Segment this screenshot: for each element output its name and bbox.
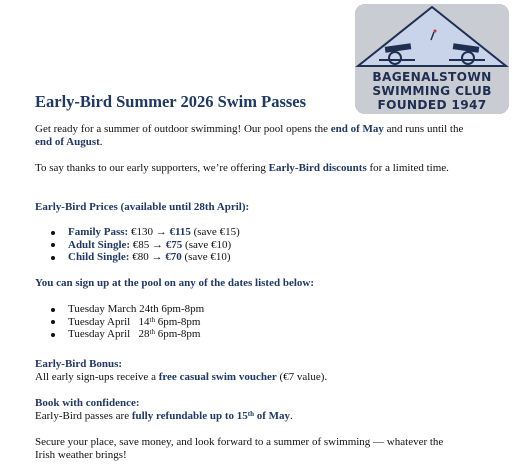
logo-text-line1: BAGENALSTOWN [372, 70, 492, 84]
logo-text-line2: SWIMMING CLUB [372, 84, 492, 98]
signup-heading: You can sign up at the pool on any of the dates listed below: [35, 277, 315, 289]
confidence-heading: Book with confidence: [35, 397, 140, 409]
bonus-heading: Early-Bird Bonus: [35, 358, 123, 370]
signup-date-item: Tuesday March 24th 6pm-8pm [35, 303, 204, 316]
signup-date-item: Tuesday April 14th 6pm-8pm [35, 316, 204, 329]
price-item-family: Family Pass: €130 → €115 (save €15) [35, 226, 240, 239]
price-list [35, 226, 240, 264]
discount-paragraph: To say thanks to our early supporters, we’re offering Early-Bird discounts for a limited time. [35, 162, 449, 174]
signup-dates-list [35, 303, 204, 341]
logo-text-line3: FOUNDED 1947 [377, 98, 487, 112]
page-title: Early-Bird Summer 2026 Swim Passes [35, 92, 307, 111]
signup-date-item: Tuesday April 28th 6pm-8pm [35, 328, 204, 341]
closing-paragraph: Secure your place, save money, and look forward to a summer of swimming — whatever the Irish weather brings! [35, 436, 444, 462]
prices-heading: Early-Bird Prices (available until 28th April): [35, 201, 250, 213]
price-item-adult: Adult Single: €85 → €75 (save €10) [35, 239, 240, 252]
price-item-child: Child Single: €80 → €70 (save €10) [35, 251, 240, 264]
confidence-text: Early-Bird passes are fully refundable up to 15th of May. [35, 410, 293, 422]
intro-paragraph: Get ready for a summer of outdoor swimming! Our pool opens the end of May and runs until the end of August. [35, 123, 464, 149]
bonus-text: All early sign-ups receive a free casual swim voucher (€7 value). [35, 371, 328, 383]
club-logo [355, 4, 509, 114]
